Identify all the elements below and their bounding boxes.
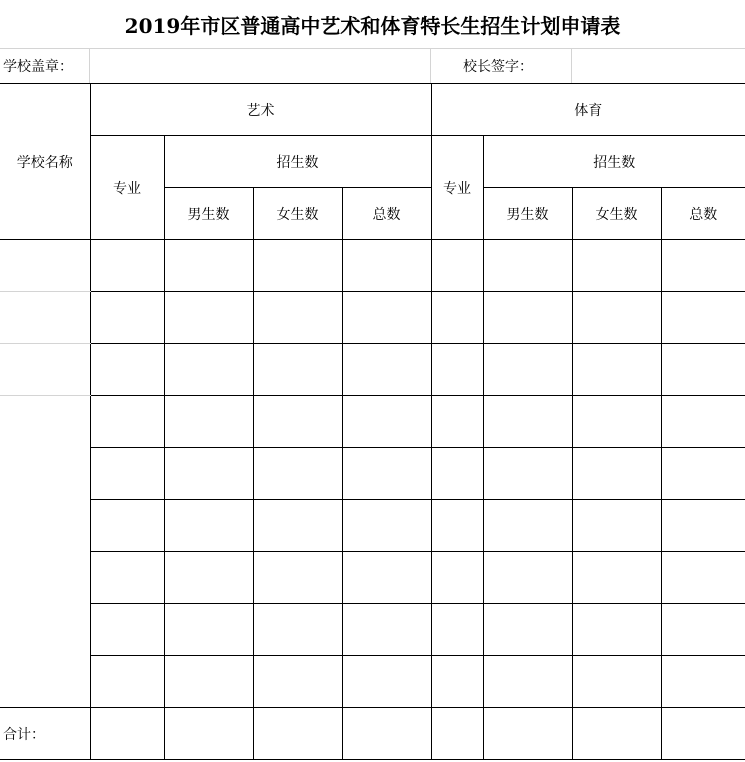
school-name-cell[interactable] — [0, 344, 90, 396]
table-row — [0, 448, 745, 500]
table-cell[interactable] — [342, 552, 431, 604]
table-cell[interactable] — [661, 292, 745, 344]
table-cell[interactable] — [342, 448, 431, 500]
total-cell[interactable] — [253, 708, 342, 760]
table-cell[interactable] — [661, 500, 745, 552]
table-cell[interactable] — [164, 344, 253, 396]
table-cell[interactable] — [431, 448, 483, 500]
table-cell[interactable] — [431, 500, 483, 552]
table-cell[interactable] — [253, 656, 342, 708]
table-cell[interactable] — [90, 656, 164, 708]
table-cell[interactable] — [483, 240, 572, 292]
table-cell[interactable] — [483, 656, 572, 708]
table-cell[interactable] — [164, 656, 253, 708]
table-cell[interactable] — [572, 448, 661, 500]
table-cell[interactable] — [253, 344, 342, 396]
application-table — [0, 83, 745, 760]
total-label: 合计： — [0, 708, 90, 760]
total-row — [0, 708, 745, 760]
total-cell[interactable] — [483, 708, 572, 760]
school-name-cell[interactable] — [0, 396, 90, 708]
table-row — [0, 500, 745, 552]
table-cell[interactable] — [572, 240, 661, 292]
table-cell[interactable] — [661, 656, 745, 708]
signature-row — [0, 48, 745, 84]
table-cell[interactable] — [661, 396, 745, 448]
total-cell[interactable] — [90, 708, 164, 760]
art-enrollment-header: 招生数 — [164, 136, 431, 188]
table-cell[interactable] — [90, 240, 164, 292]
table-cell[interactable] — [661, 344, 745, 396]
table-cell[interactable] — [342, 292, 431, 344]
sports-enrollment-header: 招生数 — [483, 136, 745, 188]
table-row — [0, 604, 745, 656]
table-cell[interactable] — [661, 240, 745, 292]
table-cell[interactable] — [483, 396, 572, 448]
sports-male-header: 男生数 — [483, 188, 572, 240]
table-cell[interactable] — [90, 500, 164, 552]
table-cell[interactable] — [572, 292, 661, 344]
table-row — [0, 552, 745, 604]
table-cell[interactable] — [164, 500, 253, 552]
table-cell[interactable] — [431, 552, 483, 604]
table-cell[interactable] — [90, 344, 164, 396]
table-cell[interactable] — [253, 396, 342, 448]
table-cell[interactable] — [164, 552, 253, 604]
sports-header: 体育 — [431, 84, 745, 136]
total-cell[interactable] — [572, 708, 661, 760]
table-cell[interactable] — [483, 292, 572, 344]
table-cell[interactable] — [90, 396, 164, 448]
table-cell[interactable] — [431, 292, 483, 344]
art-male-header: 男生数 — [164, 188, 253, 240]
table-cell[interactable] — [483, 552, 572, 604]
principal-sign-field[interactable] — [572, 49, 745, 83]
table-cell[interactable] — [90, 448, 164, 500]
table-cell[interactable] — [342, 500, 431, 552]
school-name-header: 学校名称 — [0, 84, 90, 240]
table-cell[interactable] — [164, 396, 253, 448]
table-cell[interactable] — [342, 344, 431, 396]
table-cell[interactable] — [253, 500, 342, 552]
total-cell[interactable] — [164, 708, 253, 760]
table-cell[interactable] — [431, 344, 483, 396]
table-cell[interactable] — [342, 240, 431, 292]
art-header: 艺术 — [90, 84, 431, 136]
art-total-header: 总数 — [342, 188, 431, 240]
table-cell[interactable] — [661, 604, 745, 656]
table-cell[interactable] — [572, 552, 661, 604]
sports-major-header: 专业 — [431, 136, 483, 240]
table-cell[interactable] — [483, 448, 572, 500]
table-cell[interactable] — [90, 604, 164, 656]
table-cell[interactable] — [164, 240, 253, 292]
table-row — [0, 292, 745, 344]
table-cell[interactable] — [253, 240, 342, 292]
table-cell[interactable] — [342, 604, 431, 656]
sports-female-header: 女生数 — [572, 188, 661, 240]
table-cell[interactable] — [572, 344, 661, 396]
form-title: 2019年市区普通高中艺术和体育特长生招生计划申请表 — [124, 13, 621, 38]
school-seal-field[interactable] — [90, 49, 430, 83]
sports-total-header: 总数 — [661, 188, 745, 240]
table-cell[interactable] — [483, 500, 572, 552]
table-cell[interactable] — [431, 604, 483, 656]
school-seal-label: 学校盖章： — [3, 59, 73, 75]
table-cell[interactable] — [572, 656, 661, 708]
table-row — [0, 344, 745, 396]
table-cell[interactable] — [342, 396, 431, 448]
table-cell[interactable] — [572, 604, 661, 656]
table-cell[interactable] — [253, 292, 342, 344]
art-major-header: 专业 — [90, 136, 164, 240]
table-cell[interactable] — [164, 292, 253, 344]
table-cell[interactable] — [661, 552, 745, 604]
table-cell[interactable] — [572, 500, 661, 552]
table-cell[interactable] — [164, 448, 253, 500]
table-cell[interactable] — [483, 344, 572, 396]
table-cell[interactable] — [90, 292, 164, 344]
school-name-cell[interactable] — [0, 292, 90, 344]
school-name-cell[interactable] — [0, 240, 90, 292]
table-row — [0, 240, 745, 292]
table-cell[interactable] — [342, 656, 431, 708]
table-cell[interactable] — [431, 656, 483, 708]
total-cell[interactable] — [431, 708, 483, 760]
table-row — [0, 656, 745, 708]
table-cell[interactable] — [483, 604, 572, 656]
table-cell[interactable] — [90, 552, 164, 604]
table-cell[interactable] — [431, 396, 483, 448]
table-cell[interactable] — [572, 396, 661, 448]
table-row — [0, 396, 745, 448]
table-cell[interactable] — [253, 448, 342, 500]
table-cell[interactable] — [164, 604, 253, 656]
table-cell[interactable] — [253, 604, 342, 656]
total-cell[interactable] — [661, 708, 745, 760]
table-cell[interactable] — [253, 552, 342, 604]
art-female-header: 女生数 — [253, 188, 342, 240]
total-cell[interactable] — [342, 708, 431, 760]
table-cell[interactable] — [661, 448, 745, 500]
principal-sign-label: 校长签字： — [463, 59, 533, 75]
table-cell[interactable] — [431, 240, 483, 292]
